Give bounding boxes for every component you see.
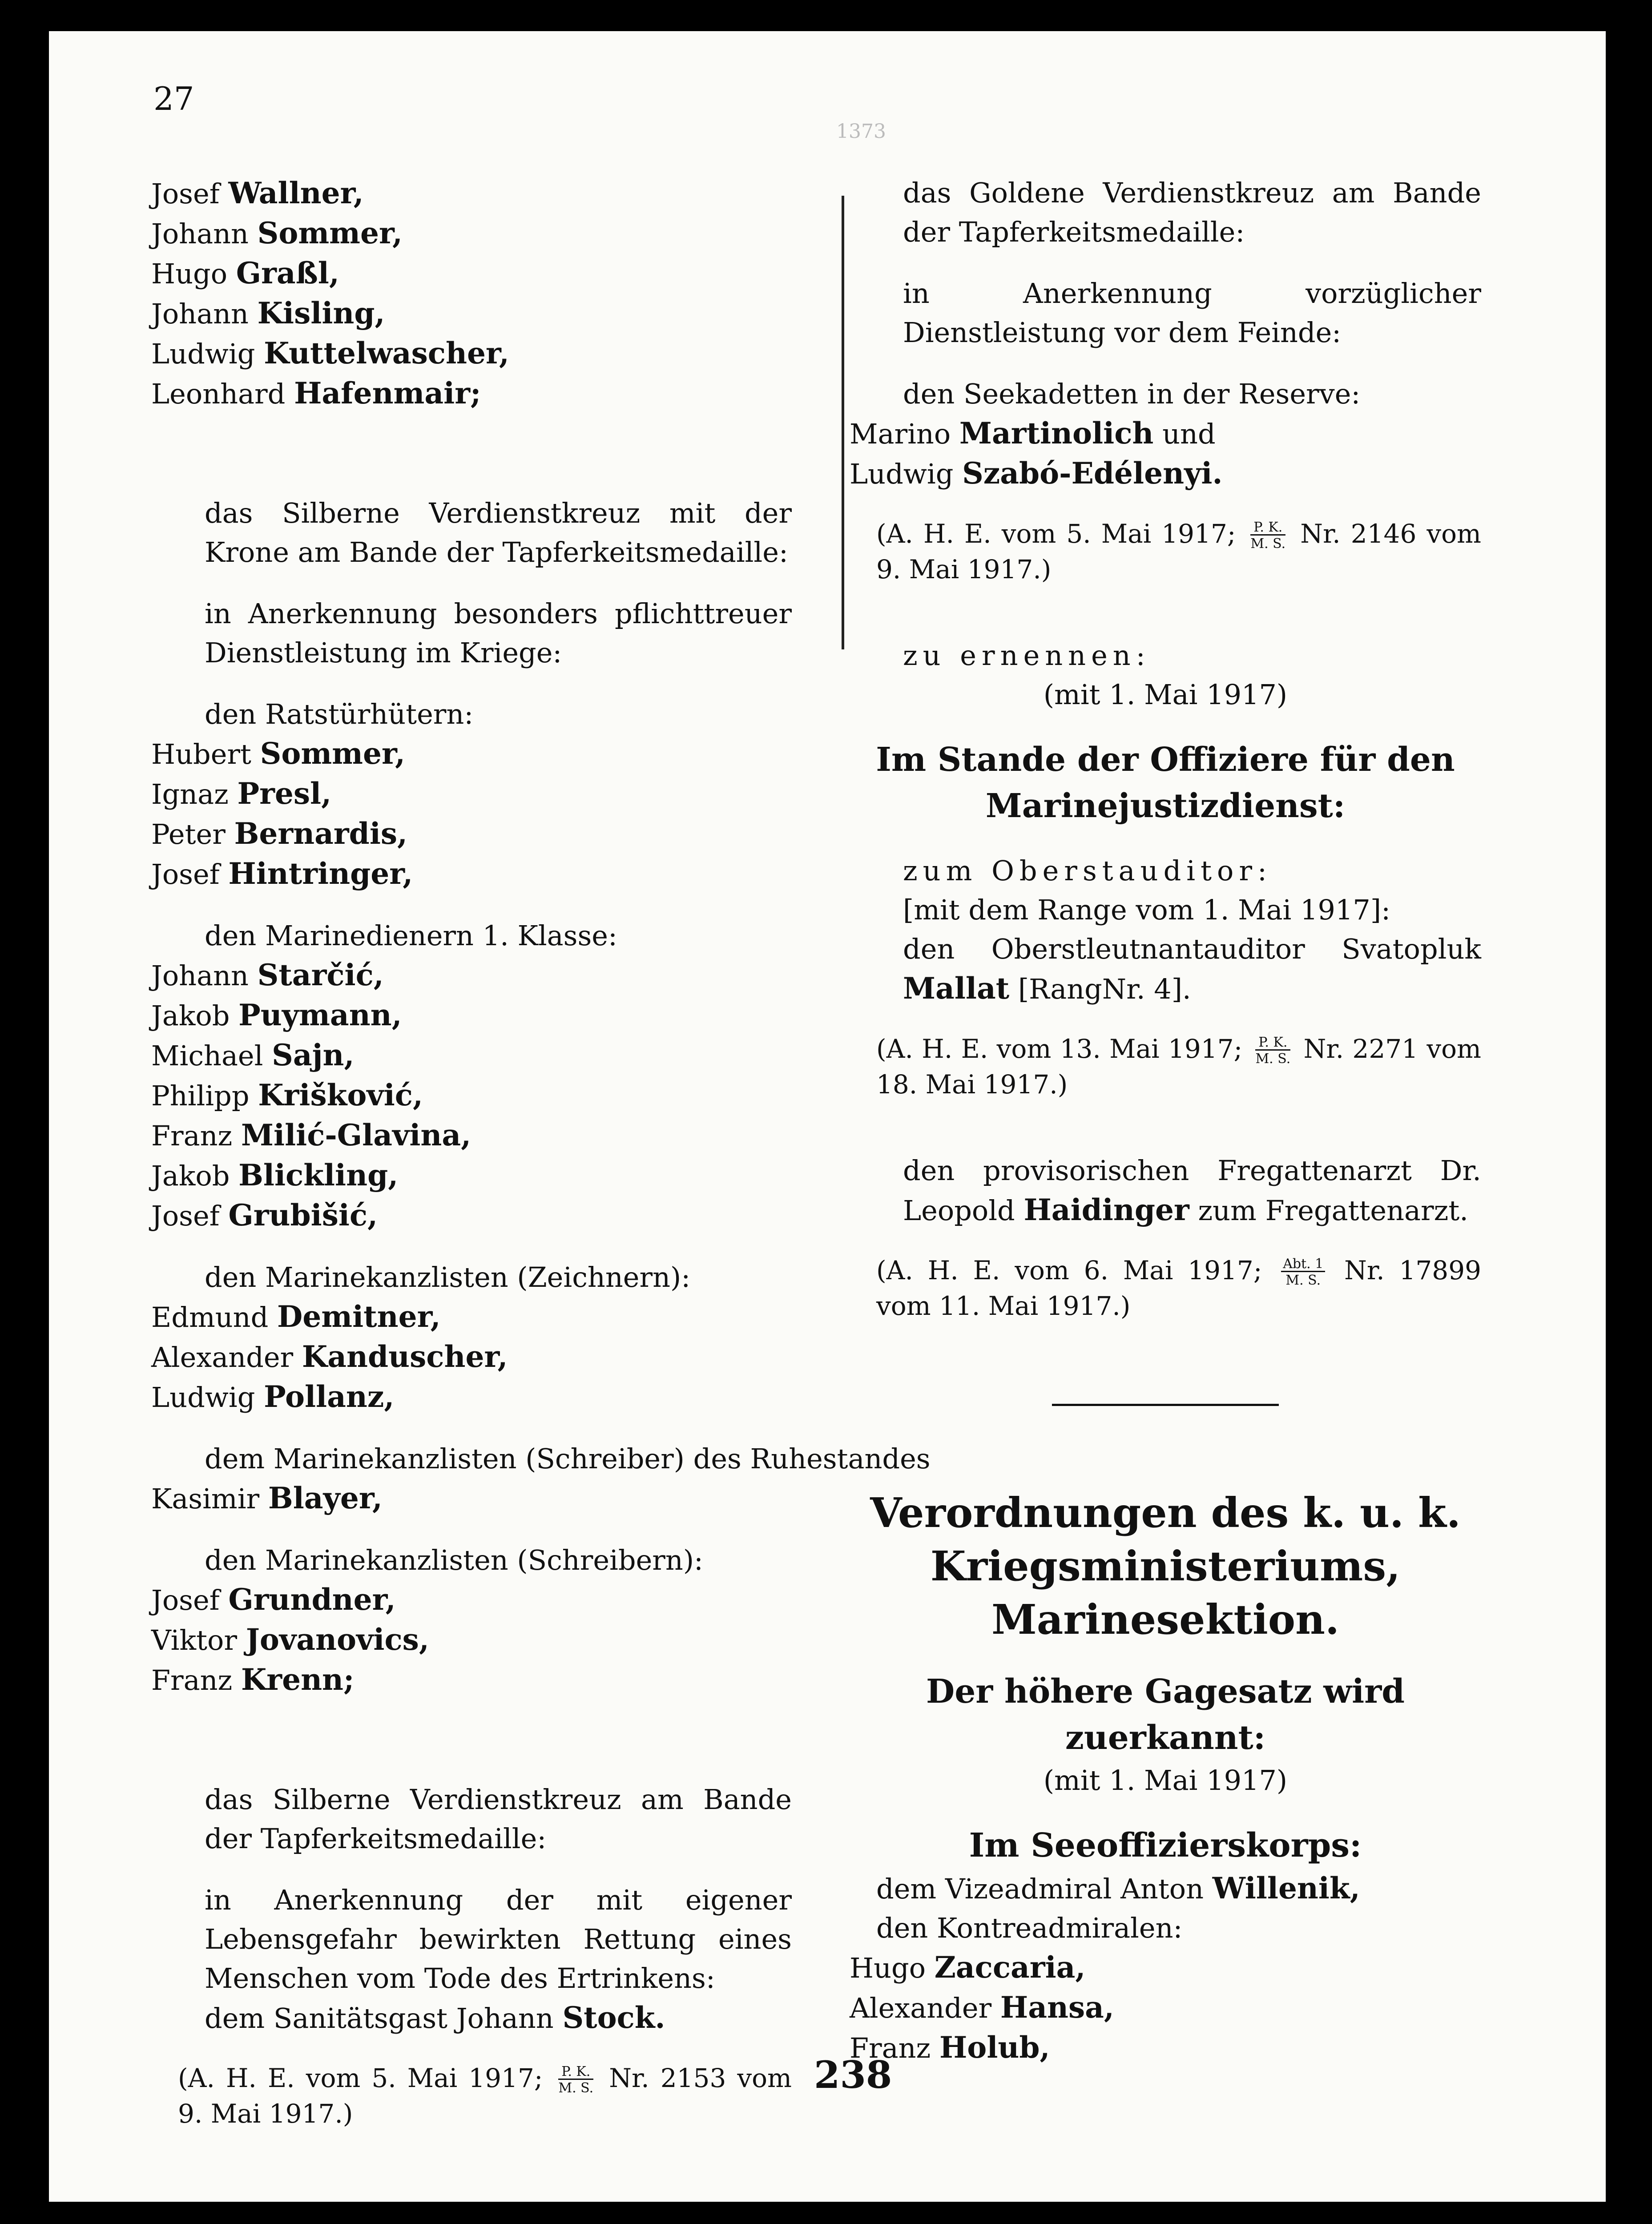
- name-line: [151, 1035, 792, 1076]
- name-line: [151, 734, 792, 774]
- group-label: dem Marinekanzlisten (Schreiber) des Ruhestandes: [205, 1442, 931, 1475]
- citation-text: (A. H. E. vom 5. Mai 1917;: [178, 2063, 543, 2093]
- name-line: [151, 774, 792, 814]
- page-number-bottom: 238: [814, 2053, 892, 2097]
- person-prefix: dem Vizeadmiral Anton: [876, 1873, 1204, 1905]
- rank-note: [mit dem Range vom 1. Mai 1917]:: [903, 894, 1390, 926]
- first-name: Viktor: [151, 1624, 237, 1656]
- person-line: [850, 930, 1481, 1009]
- first-name: Ludwig: [850, 458, 954, 490]
- name-list: [151, 173, 792, 414]
- surname: Presl,: [237, 776, 332, 811]
- surname: Krišković,: [258, 1078, 423, 1112]
- group-label: den Ratstürhütern:: [205, 698, 474, 730]
- reason-text: in Anerkennung vorzüglicher Dienstleistung vor dem Feinde:: [903, 277, 1481, 349]
- first-name: Ludwig: [151, 1381, 255, 1414]
- ink-mark: 1373: [836, 120, 886, 143]
- first-name: Franz: [151, 1664, 233, 1696]
- fraction-denominator: M. S.: [1255, 1051, 1291, 1067]
- name-line: [850, 1988, 1481, 2028]
- award-text: das Silberne Verdienstkreuz mit der Krone am Bande der Tapferkeitsmedaille:: [205, 497, 792, 568]
- group-label: den Marinedienern 1. Klasse:: [205, 919, 617, 952]
- surname: Zaccaria,: [934, 1950, 1086, 1985]
- fraction-numerator: P. K.: [1255, 1036, 1290, 1051]
- section-heading: Der höhere Gagesatz wird zuerkannt:: [926, 1672, 1405, 1757]
- surname: Martinolich: [959, 416, 1154, 451]
- reason-text: in Anerkennung der mit eigener Lebensgefahr bewirkten Rettung eines Menschen vom Tode des Ertrinkens:: [205, 1884, 792, 1994]
- group-label: den Marinekanzlisten (Zeichnern):: [205, 1261, 691, 1293]
- first-name: Franz: [850, 2032, 931, 2064]
- name-line: [151, 1620, 792, 1660]
- first-name: Alexander: [151, 1341, 294, 1374]
- citation: [151, 2060, 792, 2131]
- section-heading: Im Seeoffizierskorps:: [969, 1826, 1362, 1865]
- name-line: [151, 955, 792, 995]
- name-line: [151, 1580, 792, 1620]
- name-list: [850, 414, 1481, 494]
- surname: Wallner,: [228, 176, 364, 210]
- name-list: [850, 1948, 1481, 2068]
- first-name: Leonhard: [151, 378, 286, 410]
- document-page: [49, 31, 1606, 2202]
- first-name: Edmund: [151, 1301, 269, 1334]
- surname: Mallat: [903, 971, 1010, 1006]
- surname: Puymann,: [238, 998, 402, 1032]
- name-line: [151, 814, 792, 854]
- surname: Krenn;: [241, 1662, 355, 1697]
- citation-fraction: [1250, 521, 1285, 551]
- person-tail: zum Fregattenarzt.: [1198, 1194, 1468, 1227]
- first-name: Johann: [151, 298, 249, 330]
- first-name: Josef: [151, 1584, 220, 1616]
- name-line: [151, 254, 792, 294]
- name-line: [151, 1196, 792, 1236]
- surname: Grundner,: [228, 1582, 396, 1617]
- name-line: [151, 334, 792, 374]
- surname: Demitner,: [277, 1299, 441, 1334]
- citation: [850, 1031, 1481, 1102]
- reason-text: in Anerkennung besonders pflichttreuer Dienstleistung im Kriege:: [205, 597, 792, 669]
- group-label: den Kontreadmiralen:: [876, 1912, 1183, 1944]
- first-name: Hubert: [151, 738, 251, 770]
- name-list: [151, 955, 792, 1236]
- first-name: Michael: [151, 1039, 263, 1072]
- award-text: das Goldene Verdienstkreuz am Bande der Tapferkeitsmedaille:: [903, 177, 1481, 248]
- person-prefix: den Oberstleutnantauditor Svatopluk: [903, 933, 1481, 965]
- section-heading: Verordnungen des k. u. k. Kriegsministeriums, Marinesektion.: [870, 1489, 1461, 1644]
- surname: Szabó-Edélenyi.: [962, 456, 1223, 491]
- name-line: [151, 294, 792, 334]
- surname: Kanduscher,: [302, 1339, 508, 1374]
- first-name: Kasimir: [151, 1483, 260, 1515]
- surname: Stock.: [562, 2000, 665, 2035]
- name-line: [850, 2028, 1481, 2068]
- surname: Starčić,: [257, 958, 384, 992]
- surname: Sajn,: [272, 1038, 355, 1072]
- surname: Hafenmair;: [294, 376, 481, 411]
- surname: Haidinger: [1023, 1193, 1189, 1227]
- surname: Holub,: [939, 2030, 1050, 2065]
- surname: Sommer,: [257, 216, 403, 250]
- surname: Bernardis,: [234, 816, 408, 851]
- surname: Blayer,: [268, 1481, 383, 1515]
- citation-text: (A. H. E. vom 5. Mai 1917;: [876, 519, 1236, 549]
- surname: Blickling,: [238, 1158, 399, 1193]
- citation-text: Nr. 2146 vom 9. Mai 1917.): [876, 519, 1482, 584]
- name-line: [151, 1116, 792, 1156]
- first-name: Hugo: [850, 1952, 926, 1984]
- column-divider: [842, 196, 844, 649]
- citation-text: Nr. 2271 vom 18. Mai 1917.): [876, 1034, 1482, 1100]
- first-name: Johann: [151, 218, 249, 250]
- fraction-numerator: Abt. 1: [1281, 1257, 1325, 1272]
- section-heading: Im Stande der Offiziere für den Marinejustizdienst:: [876, 741, 1455, 825]
- name-line: [151, 1156, 792, 1196]
- surname: Pollanz,: [264, 1379, 395, 1414]
- surname: Hintringer,: [228, 856, 413, 891]
- citation-text: Nr. 17899 vom 11. Mai 1917.): [876, 1255, 1482, 1321]
- name-line: [850, 454, 1481, 494]
- first-name: Johann: [151, 959, 249, 992]
- name-line: [151, 1337, 792, 1377]
- rank-label: zum Oberstauditor:: [903, 854, 1272, 887]
- surname: Graßl,: [236, 256, 339, 290]
- first-name: Peter: [151, 818, 226, 850]
- first-name: Josef: [151, 858, 220, 890]
- name-line: [151, 1479, 792, 1519]
- citation-text: (A. H. E. vom 13. Mai 1917;: [876, 1034, 1243, 1064]
- appoint-date: (mit 1. Mai 1917): [1043, 678, 1288, 711]
- person-prefix: den provisorischen Fregattenarzt Dr. Leopold: [903, 1154, 1481, 1227]
- first-name: Philipp: [151, 1080, 250, 1112]
- name-line: [151, 1377, 792, 1417]
- name-line: [151, 374, 792, 414]
- surname: Grubišić,: [228, 1198, 378, 1233]
- surname: Milić-Glavina,: [241, 1118, 471, 1152]
- date-label: (mit 1. Mai 1917): [1043, 1764, 1288, 1797]
- person-line: [850, 1869, 1481, 1909]
- first-name: Franz: [151, 1120, 233, 1152]
- name-tail: und: [1162, 418, 1216, 450]
- award-text: das Silberne Verdienstkreuz am Bande der Tapferkeitsmedaille:: [205, 1783, 792, 1855]
- name-list: [151, 1580, 792, 1700]
- appoint-label: zu ernennen:: [903, 639, 1151, 672]
- surname: Kisling,: [257, 296, 385, 330]
- fraction-denominator: M. S.: [558, 2080, 594, 2096]
- name-line: [151, 1076, 792, 1116]
- citation-text: (A. H. E. vom 6. Mai 1917;: [876, 1255, 1262, 1285]
- first-name: Josef: [151, 1200, 220, 1232]
- page-number-top: 27: [153, 80, 194, 117]
- surname: Sommer,: [260, 736, 405, 771]
- first-name: Marino: [850, 418, 951, 450]
- first-name: Hugo: [151, 258, 228, 290]
- first-name: Ignaz: [151, 778, 229, 810]
- person-line: [850, 1151, 1481, 1230]
- right-column: [850, 173, 1481, 2068]
- citation-fraction: [1255, 1036, 1290, 1066]
- group-label: den Marinekanzlisten (Schreibern):: [205, 1544, 703, 1576]
- citation: [850, 516, 1481, 587]
- first-name: Ludwig: [151, 338, 255, 370]
- first-name: Josef: [151, 177, 220, 210]
- name-line: [151, 1297, 792, 1337]
- first-name: Jakob: [151, 999, 230, 1032]
- name-line: [850, 1948, 1481, 1988]
- name-line: [151, 214, 792, 254]
- citation-text: Nr. 2153 vom 9. Mai 1917.): [178, 2063, 792, 2129]
- name-line: [151, 1660, 792, 1700]
- recipient-line: [151, 1998, 792, 2038]
- surname: Jovanovics,: [246, 1622, 429, 1657]
- name-line: [151, 995, 792, 1035]
- fraction-numerator: P. K.: [558, 2065, 593, 2080]
- name-list: [151, 734, 792, 894]
- recipient-prefix: dem Sanitätsgast Johann: [205, 2002, 554, 2035]
- fraction-denominator: M. S.: [1250, 536, 1286, 552]
- group-label: den Seekadetten in der Reserve:: [903, 378, 1361, 410]
- citation: [850, 1253, 1481, 1324]
- surname: Hansa,: [1000, 1990, 1114, 2025]
- citation-fraction: [558, 2065, 593, 2095]
- first-name: Jakob: [151, 1160, 230, 1192]
- person-tail: [RangNr. 4].: [1018, 973, 1191, 1005]
- name-line: [151, 854, 792, 894]
- name-line: [151, 173, 792, 214]
- first-name: Alexander: [850, 1992, 992, 2024]
- name-list: [151, 1297, 792, 1417]
- citation-fraction: [1281, 1257, 1325, 1287]
- surname: Willenik,: [1212, 1871, 1360, 1906]
- fraction-numerator: P. K.: [1250, 521, 1285, 536]
- surname: Kuttelwascher,: [264, 336, 509, 371]
- fraction-denominator: M. S.: [1285, 1273, 1321, 1289]
- name-line: [850, 414, 1481, 454]
